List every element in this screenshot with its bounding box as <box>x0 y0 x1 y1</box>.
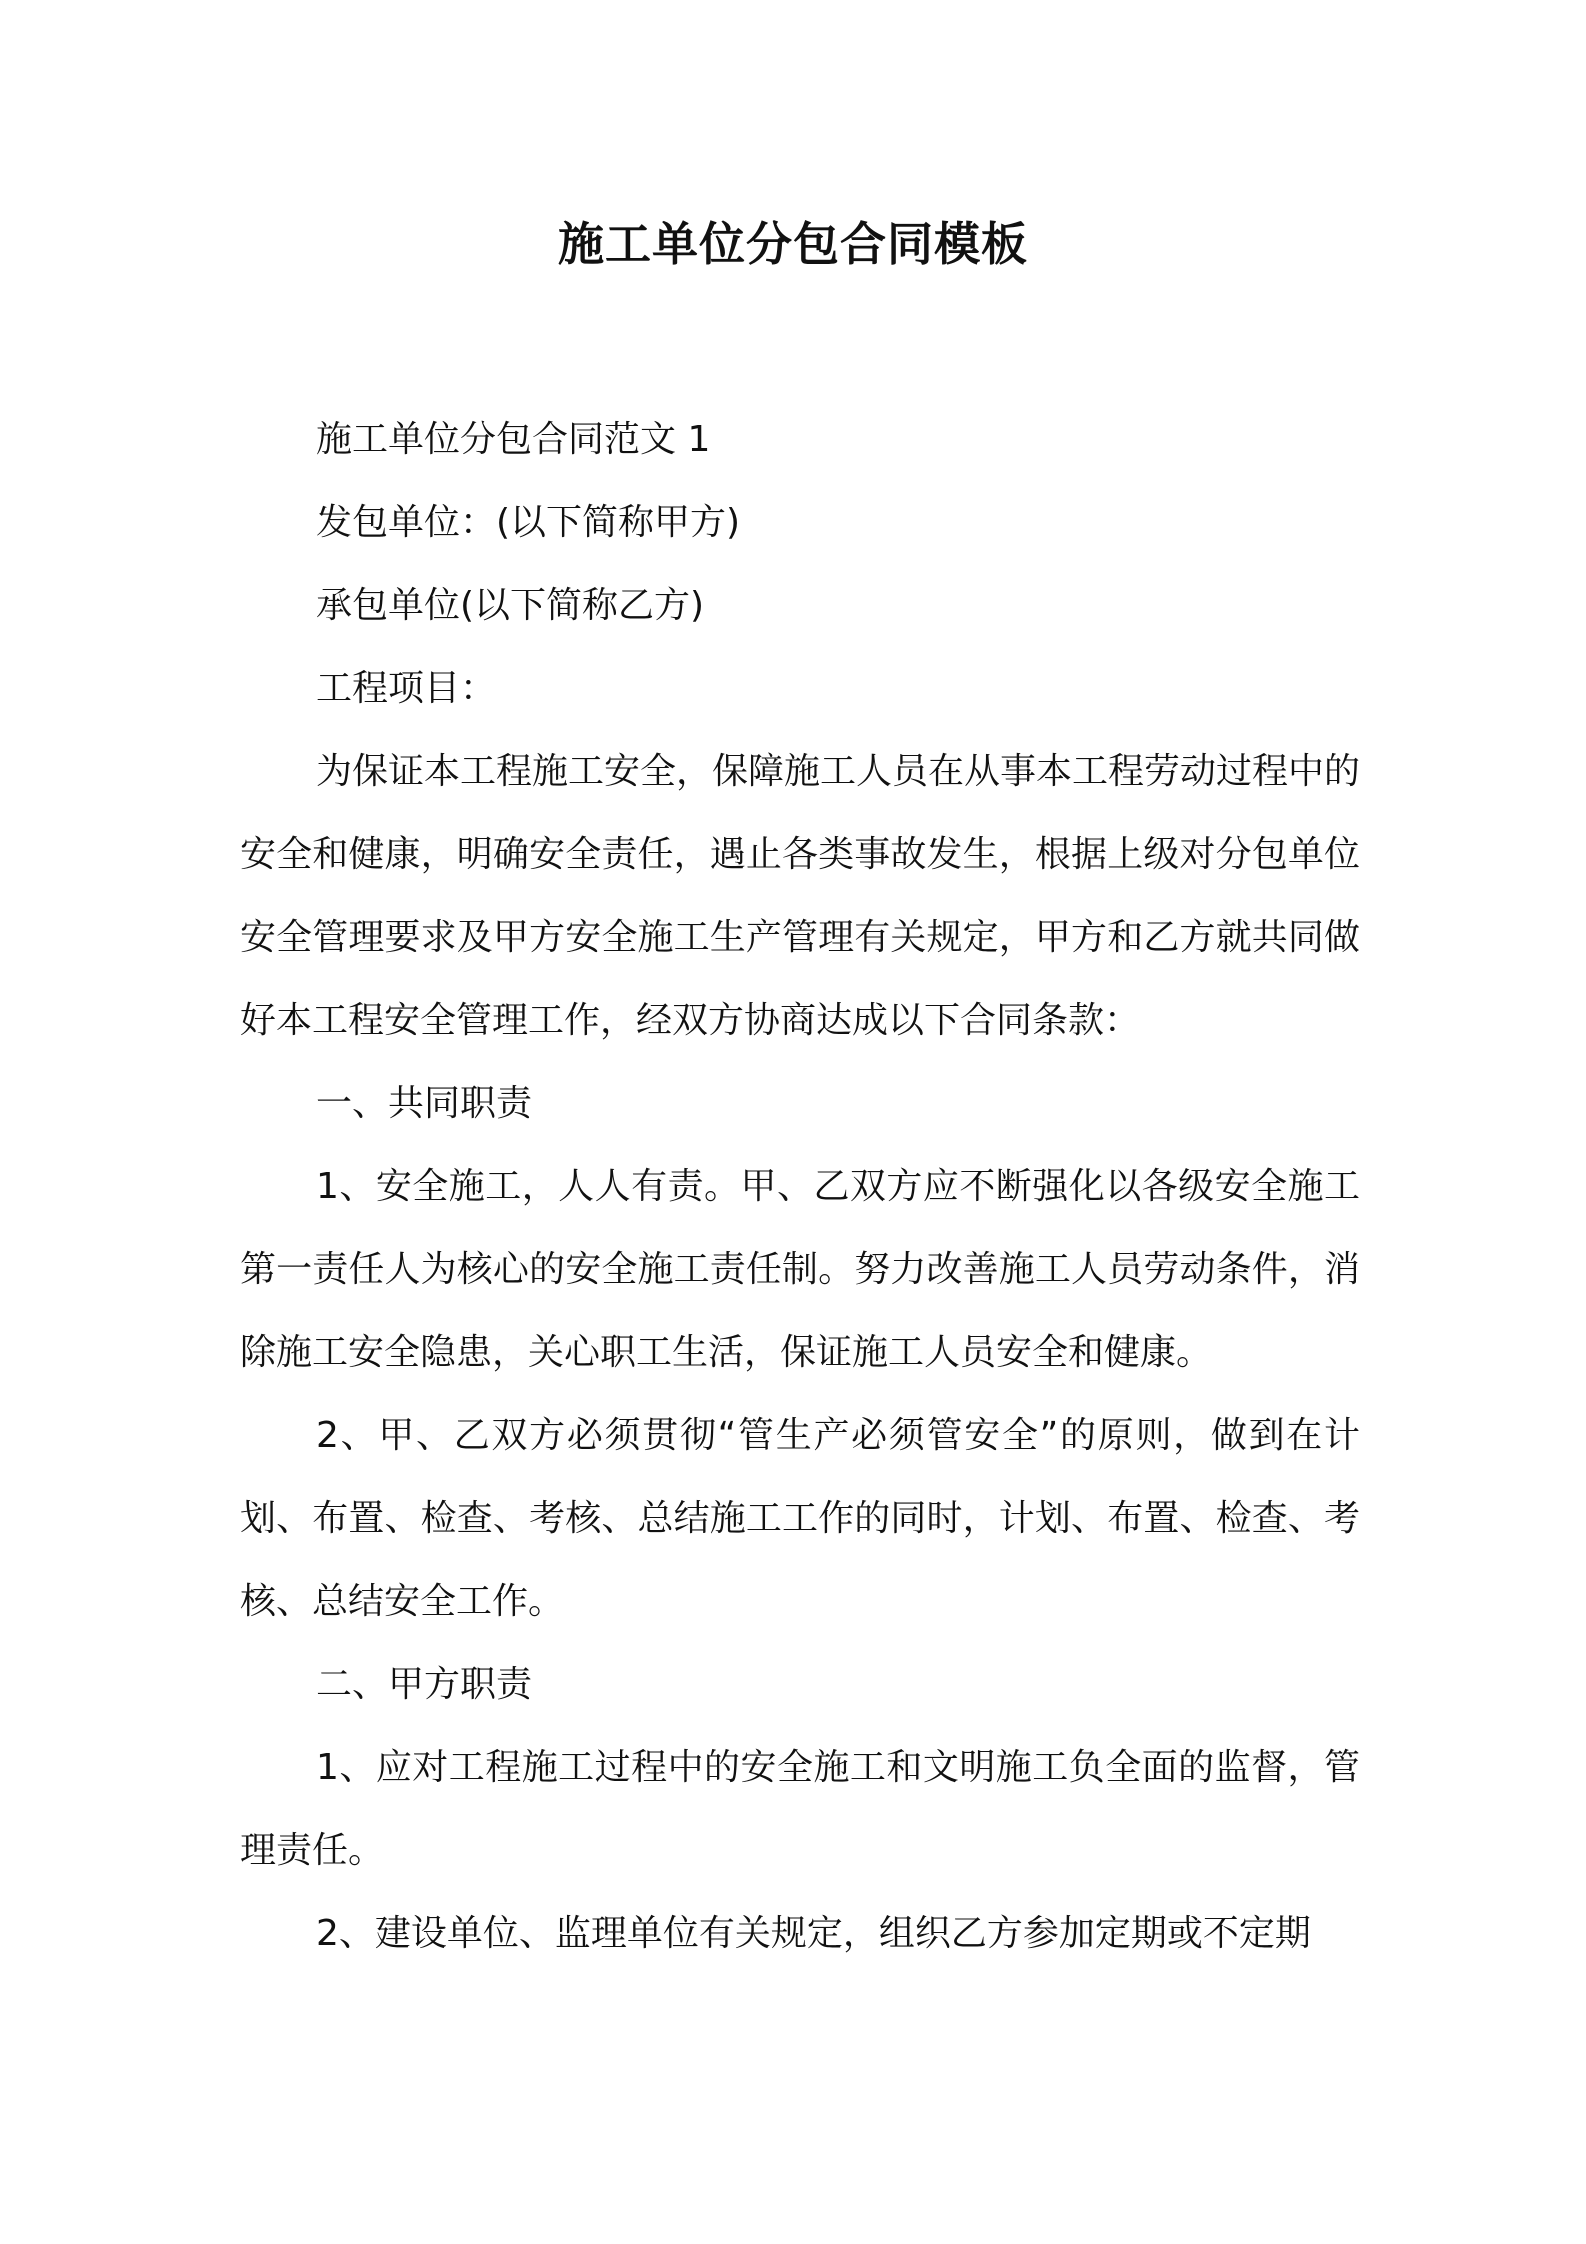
project-field: 工程项目： <box>316 668 497 709</box>
employer-duty-item-2: 2、建设单位、监理单位有关规定，组织乙方参加定期或不定期 <box>316 1913 1311 1954</box>
section-heading-employer-duties: 二、甲方职责 <box>316 1664 533 1705</box>
employer-duty-item-1: 1、应对工程施工过程中的安全施工和文明施工负全面的监督，管理责任。 <box>240 1747 1360 1871</box>
intro-paragraph: 为保证本工程施工安全，保障施工人员在从事本工程劳动过程中的安全和健康，明确安全责任，遇止各类事故发生，根据上级对分包单位安全管理要求及甲方安全施工生产管理有关规定，甲方和乙方就共同做好本工程安全管理工作，经双方协商达成以下合同条款： <box>240 751 1361 1041</box>
document-subtitle: 施工单位分包合同范文 1 <box>316 419 711 460</box>
contractor-field: 承包单位(以下简称乙方) <box>316 585 705 626</box>
common-duty-item-1: 1、安全施工，人人有责。甲、乙双方应不断强化以各级安全施工第一责任人为核心的安全施工责任制。努力改善施工人员劳动条件，消除施工安全隐患，关心职工生活，保证施工人员安全和健康。 <box>240 1166 1360 1373</box>
employer-field: 发包单位：(以下简称甲方) <box>316 502 741 543</box>
section-heading-common-duties: 一、共同职责 <box>316 1083 533 1124</box>
document-body <box>240 398 1360 1975</box>
document-title: 施工单位分包合同模板 <box>558 217 1028 271</box>
common-duty-item-2: 2、甲、乙双方必须贯彻“管生产必须管安全”的原则，做到在计划、布置、检查、考核、总结施工工作的同时，计划、布置、检查、考核、总结安全工作。 <box>240 1415 1360 1622</box>
